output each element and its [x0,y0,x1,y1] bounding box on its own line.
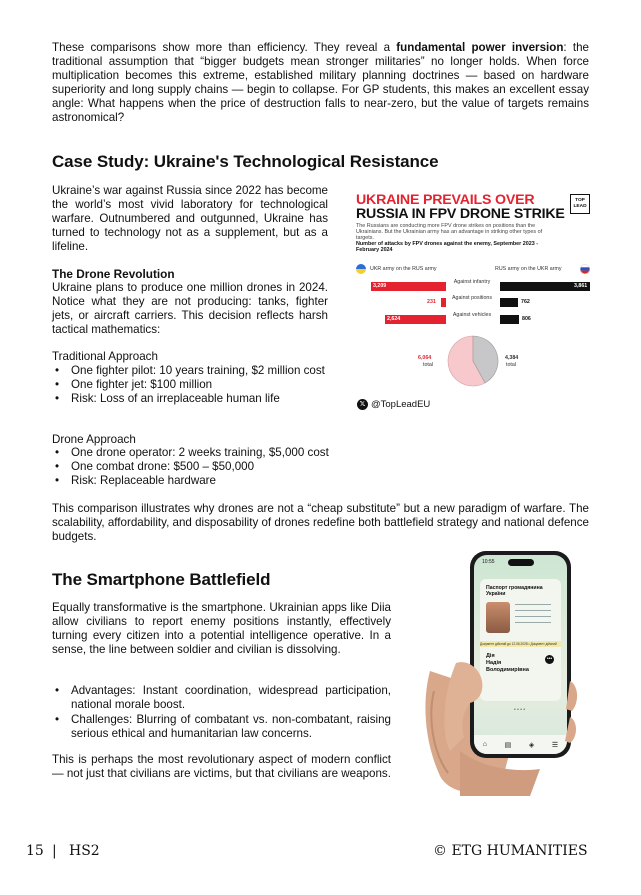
list-item: • One drone operator: 2 weeks training, $5,000 cost [52,446,362,460]
traditional-approach-list [52,364,337,406]
bar-label-rus: 3,861 [574,283,588,289]
bar-label-ukr: 2,624 [387,316,401,322]
list-item: • Challenges: Blurring of combatant vs. non-combatant, raising serious ethical and humanitarian law concerns. [52,713,391,741]
page-number: 15 [26,843,44,859]
social-handle: @TopLeadEU [371,399,431,410]
smartphone-closing-paragraph: This is perhaps the most revolutionary aspect of modern conflict — not just that civilians are victims, but that civilians are weapons. [52,753,391,780]
drone-approach-heading: Drone Approach [52,433,136,446]
hand-fingers [420,551,582,796]
smartphone-list [52,684,391,741]
section-title-smartphone: The Smartphone Battlefield [52,570,271,589]
ukr-total-word: total [423,362,434,368]
services-icon[interactable]: ◈ [528,741,535,749]
holder-name-3: Володимирівна [486,667,529,673]
bar-label-ukr: 3,209 [373,283,387,289]
phone-in-hand-photo [420,551,582,796]
infographic-title-line1: UKRAINE PREVAILS OVER [356,192,535,208]
infographic-title-line2: RUSSIA IN FPV DRONE STRIKE [356,206,565,222]
traditional-approach-heading: Traditional Approach [52,350,158,363]
intro-bold: fundamental power inversion [396,41,564,54]
section-title-ukraine: Case Study: Ukraine's Technological Resistance [52,152,439,171]
fpv-drone-infographic [352,188,596,414]
list-item: • Advantages: Instant coordination, widespread participation, national morale boost. [52,684,391,712]
drone-revolution-heading: The Drone Revolution [52,267,175,281]
drone-approach-list [52,446,362,488]
bar-label-ukr: 231 [427,299,436,305]
id-strip: Документ дійсний до 12.06.2028 • Документ дійсний [480,641,561,647]
drone-revolution-paragraph: Ukraine plans to produce one million drones in 2024. Notice what they are not producing: tanks, fighter jets, or aircraft carriers. This decision reflects harsh tactical mathematics: [52,281,328,336]
bar-label-rus: 762 [521,299,530,305]
card-title-2: України [486,591,506,597]
legend-ukr: UKR army on the RUS army [370,266,437,272]
drone-conclusion-paragraph: This comparison illustrates why drones are not a “cheap substitute” but a new paradigm of warfare. The scalability, affordability, and disposability of drones redefine both battlefield strategy and national defence budgets. [52,502,589,543]
list-item: • Risk: Loss of an irreplaceable human life [52,392,337,406]
brand-name: © ETG HUMANITIES [433,843,588,859]
smartphone-lead-paragraph: Equally transformative is the smartphone. Ukrainian apps like Diia allow civilians to report enemy positions instantly, effectively turning every citizen into a potential intelligence operative. In a sense, the line between soldier and civilian is dissolving. [52,601,391,656]
list-item: • One fighter jet: $100 million [52,378,337,392]
x-logo-icon: 𝕏 [357,399,368,410]
documents-icon[interactable]: ▤ [504,741,512,749]
bar-ukr [441,298,446,307]
ukraine-lead-paragraph: Ukraine’s war against Russia since 2022 has become the world’s most vivid laboratory for technological warfare. Outnumbered and outgunned, Ukraine has turned to technology not as a supplement, but as a lifeline. [52,184,328,253]
status-time: 10:55 [482,559,495,565]
russia-flag-icon [580,264,590,274]
legend-rus: RUS army on the UKR army [495,266,562,272]
totals-pie [446,334,500,388]
list-item: • Risk: Replaceable hardware [52,474,362,488]
more-icon[interactable]: ••• [546,656,553,662]
intro-text-a: These comparisons show more than efficiency. They reveal a [52,41,397,54]
bar-rus [500,298,518,307]
card-title: Паспорт громадянина [486,585,543,591]
menu-icon[interactable]: ☰ [551,741,559,749]
list-item: • One fighter pilot: 10 years training, $2 million cost [52,364,337,378]
page-dots: • • • • [514,707,526,713]
category-label: Against infantry [453,279,491,285]
ukraine-flag-icon [356,264,366,274]
footer-separator: | [52,843,57,859]
bar-rus [500,315,519,324]
intro-paragraph [52,41,589,124]
holder-name-1: Дія [486,653,495,659]
rus-total-word: total [506,362,517,368]
holder-name-2: Надія [486,660,502,666]
category-label: Against vehicles [452,312,492,318]
course-code: HS2 [69,843,100,859]
infographic-chart-heading: Number of attacks by FPV drones against the enemy, September 2023 - February 2024 [356,241,539,254]
bar-label-rus: 806 [522,316,531,322]
intro-text-b: : the traditional assumption that “bigger budgets mean stronger militaries” no longer holds. When force multiplication becomes this extreme, established military planning doctrines — based on hardware superiority and long supply chains — begin to collapse. For GP students, this makes an excellent essay angle: What happens when the price of destruction falls to near-zero, but the value of targets remains astronomical? [52,41,589,124]
toplead-logo: TOP LEAD [570,194,590,214]
rus-total-value: 4,384 [505,355,519,361]
ukr-total-value: 6,064 [418,355,432,361]
home-icon[interactable]: ⌂ [482,741,488,748]
infographic-subtitle: The Russians are conducting more FPV drone strikes on positions than the Ukrainians. But the Ukrainian army has an advantage in striking other types of targets. [356,223,543,242]
category-label: Against positions [451,295,493,301]
list-item: • One combat drone: $500 – $50,000 [52,460,362,474]
